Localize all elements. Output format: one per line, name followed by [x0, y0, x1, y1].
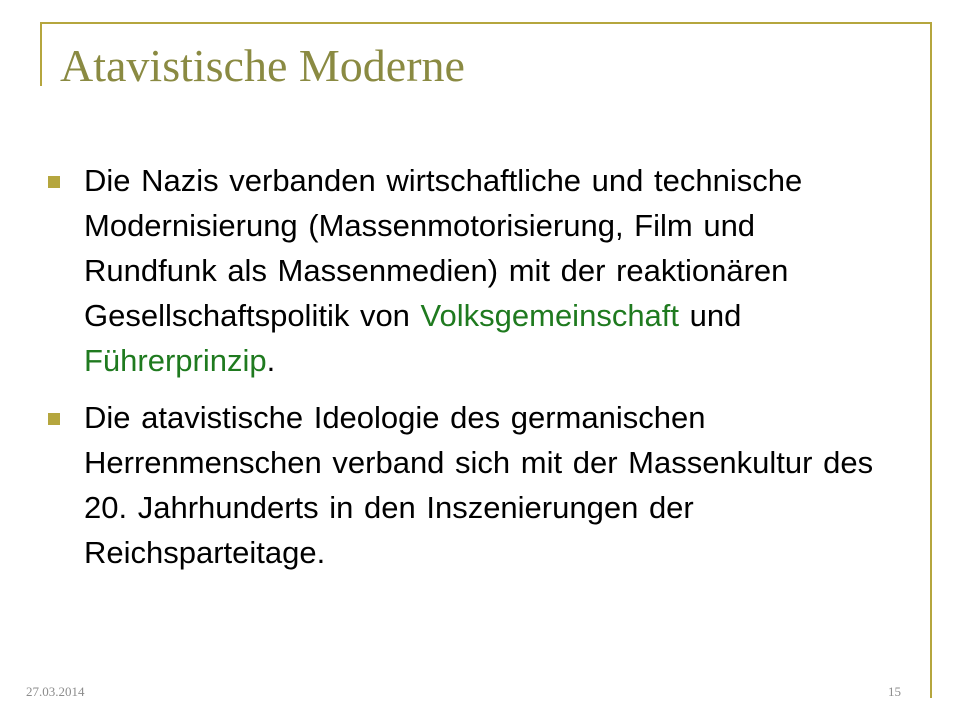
frame-right-line — [930, 22, 932, 698]
square-bullet-icon — [48, 176, 60, 188]
bullet-1-text-part-2: und — [679, 298, 742, 333]
footer-date: 27.03.2014 — [26, 684, 85, 699]
bullet-item-2 — [48, 395, 888, 575]
bullet-1-text-part-1: Die Nazis verbanden wirtschaftliche und technische Modernisierung (Massenmotorisierung, Film und Rundfunk als Massenmedien) mit der reaktionären Gesellschaftspolitik von — [84, 163, 803, 333]
frame-left-line — [40, 22, 42, 86]
bullet-list — [48, 158, 888, 587]
volksgemeinschaft-term: Volksgemeinschaft — [420, 298, 680, 333]
bullet-1-text-part-3: . — [266, 343, 276, 378]
bullet-2-text: Die atavistische Ideologie des germanischen Herrenmenschen verband sich mit der Massenkultur des 20. Jahrhunderts in den Inszenierungen der Reichsparteitage. — [84, 400, 874, 570]
fuehrerprinzip-term: Führerprinzip — [84, 343, 267, 378]
frame-top-line — [40, 22, 932, 24]
page-number: 15 — [888, 684, 901, 699]
bullet-item-1 — [48, 158, 888, 383]
slide-title: Atavistische Moderne — [60, 40, 465, 91]
square-bullet-icon — [48, 413, 60, 425]
